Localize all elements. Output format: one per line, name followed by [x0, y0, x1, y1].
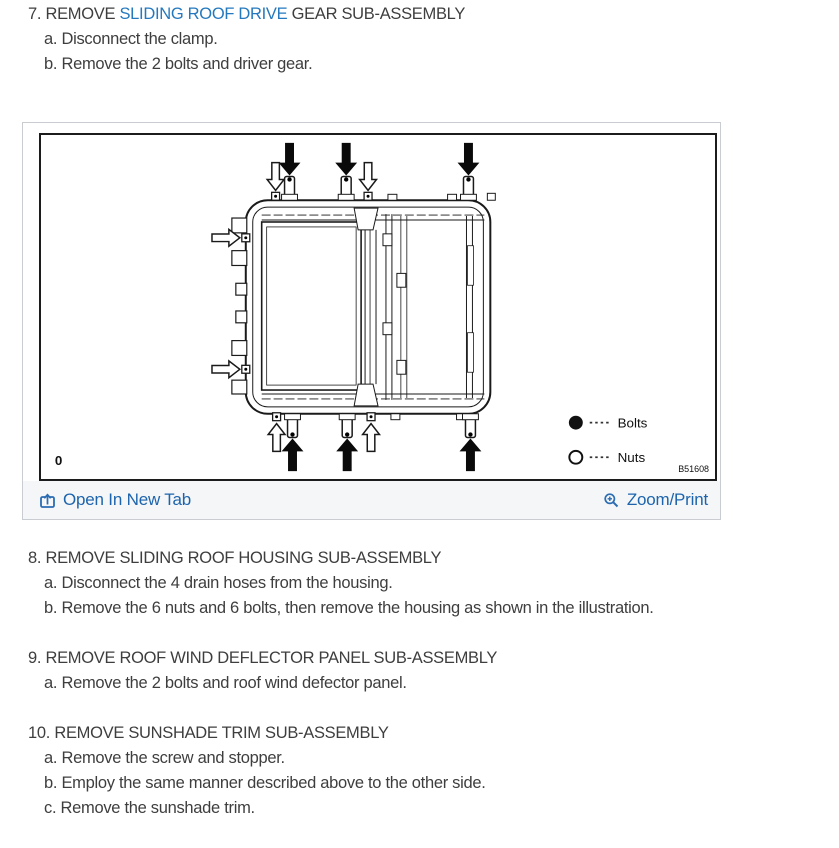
step-heading [28, 646, 839, 671]
step-title: REMOVE SUNSHADE TRIM SUB-ASSEMBLY [54, 724, 389, 742]
step-number: 8. [28, 549, 42, 567]
figure-panel [22, 122, 721, 520]
step-title: REMOVE SLIDING ROOF HOUSING SUB-ASSEMBLY [45, 549, 442, 567]
legend-nuts-label: Nuts [617, 450, 646, 466]
step-title [45, 5, 465, 23]
step-number: 9. [28, 649, 42, 667]
substep-label: c. [44, 799, 57, 817]
figure-code: B51608 [678, 464, 710, 475]
sunroof-housing-diagram [41, 135, 715, 479]
substep-text: Remove the 2 bolts and driver gear. [61, 55, 313, 73]
substep-label: b. [44, 599, 58, 617]
legend-filled-circle-icon [569, 416, 583, 430]
zoom-magnifier-icon [603, 492, 620, 509]
substep-label: a. [44, 574, 58, 592]
figure-corner-label: 0 [54, 453, 63, 469]
step-9 [0, 646, 839, 696]
substep-text: Remove the 2 bolts and roof wind defector panel. [61, 674, 407, 692]
step-heading [28, 2, 839, 27]
step-heading [28, 546, 839, 571]
substep-text: Disconnect the 4 drain hoses from the housing. [61, 574, 393, 592]
step-8 [0, 546, 839, 621]
step-title: REMOVE ROOF WIND DEFLECTOR PANEL SUB-ASSEMBLY [45, 649, 498, 667]
substep-label: a. [44, 30, 58, 48]
substep [28, 52, 839, 77]
substep [28, 771, 839, 796]
substep-label: a. [44, 749, 58, 767]
substep-text: Employ the same manner described above to the other side. [61, 774, 486, 792]
figure-legend [569, 416, 648, 466]
legend-bolts-label: Bolts [617, 415, 648, 431]
substep [28, 596, 839, 621]
substep-label: b. [44, 55, 58, 73]
zoom-print-label: Zoom/Print [626, 490, 708, 509]
figure-body [23, 123, 720, 481]
figure-frame [39, 133, 717, 481]
legend-open-circle-icon [569, 451, 582, 464]
figure-toolbar [23, 481, 720, 519]
zoom-print-link[interactable] [603, 490, 708, 510]
substep-text: Remove the sunshade trim. [60, 799, 255, 817]
substep [28, 671, 839, 696]
substep [28, 746, 839, 771]
roof-opening [262, 222, 361, 390]
bottom-bolt-studs [285, 414, 479, 438]
step-10 [0, 721, 839, 821]
open-in-new-tab-link[interactable] [39, 490, 191, 510]
open-in-new-tab-icon [39, 492, 56, 509]
substep-text: Remove the screw and stopper. [61, 749, 285, 767]
substep-text: Remove the 6 nuts and 6 bolts, then remove the housing as shown in the illustration. [61, 599, 654, 617]
step-7 [0, 2, 839, 77]
step-title-suffix: GEAR SUB-ASSEMBLY [287, 5, 466, 23]
step-number: 7. [28, 5, 42, 23]
step-number: 10. [28, 724, 51, 742]
substep-label: a. [44, 674, 58, 692]
sliding-roof-drive-link[interactable]: SLIDING ROOF DRIVE [119, 5, 288, 23]
step-heading [28, 721, 839, 746]
substep [28, 571, 839, 596]
substep [28, 796, 839, 821]
step-title-prefix: REMOVE [45, 5, 120, 23]
substep-label: b. [44, 774, 58, 792]
substep-text: Disconnect the clamp. [61, 30, 218, 48]
substep [28, 27, 839, 52]
open-in-new-tab-label: Open In New Tab [63, 490, 192, 509]
